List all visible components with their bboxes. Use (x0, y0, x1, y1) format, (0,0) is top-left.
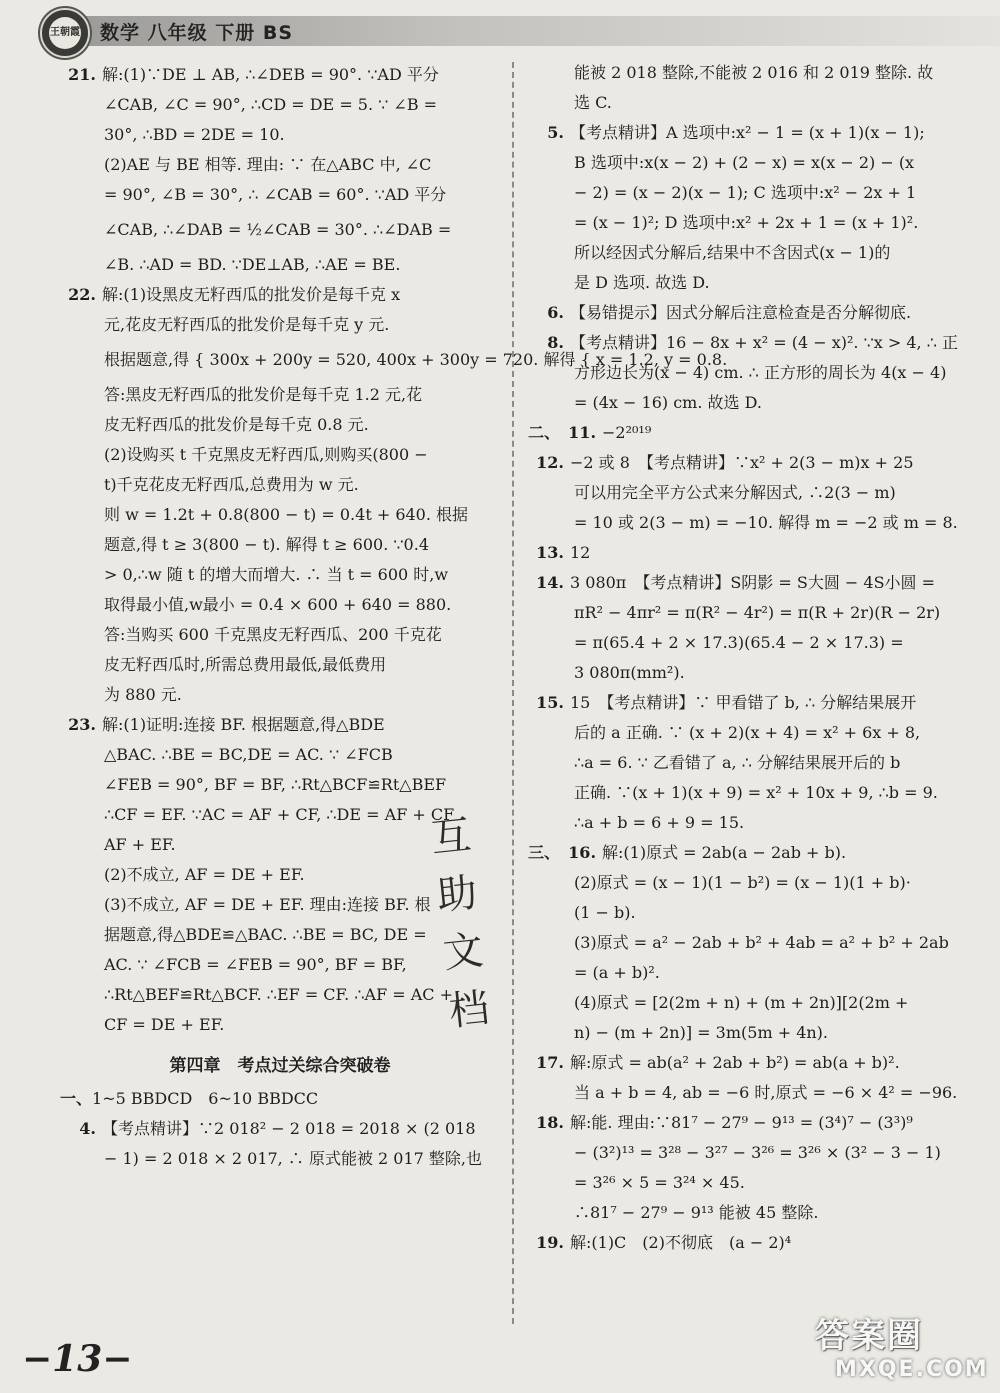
answer-line (60, 380, 500, 410)
question-number: 22. (68, 285, 96, 304)
answer-text: 选 C. (574, 93, 612, 112)
answer-line (60, 1144, 500, 1174)
question-number: 14. (536, 573, 564, 592)
answer-line (528, 358, 973, 388)
answer-line (528, 1138, 973, 1168)
answer-text: (4)原式 = [2(2m + n) + (m + 2n)][2(2m + (574, 993, 909, 1012)
answer-text: 元,花皮无籽西瓜的批发价是每千克 y 元. (104, 315, 390, 334)
answer-line (528, 178, 973, 208)
answer-text: 【考点精讲】16 − 8x + x² = (4 − x)². ∵x > 4, ∴ 正 (570, 333, 958, 352)
answer-text: 解:(1)∵DE ⊥ AB, ∴∠DEB = 90°. ∵AD 平分 (102, 65, 439, 84)
answer-text: ∠FEB = 90°, BF = BF, ∴Rt△BCF≌Rt△BEF (104, 775, 447, 794)
answer-line (528, 508, 973, 538)
answer-text: 能被 2 018 整除,不能被 2 016 和 2 019 整除. 故 (574, 63, 934, 82)
answer-line (528, 748, 973, 778)
answer-line (528, 568, 973, 598)
page-header (0, 0, 1000, 52)
right-column (528, 58, 973, 1258)
answer-line (60, 120, 500, 150)
question-number: 8. (547, 333, 564, 352)
answer-line (528, 1168, 973, 1198)
chapter-title: 第四章 考点过关综合突破卷 (169, 1056, 391, 1076)
answer-line (60, 440, 500, 470)
question-number: 12. (536, 453, 564, 472)
answer-text: 3 080π 【考点精讲】S阴影 = S大圆 − 4S小圆 = (570, 573, 936, 592)
answer-text: (2)设购买 t 千克黑皮无籽西瓜,则购买(800 − (104, 445, 428, 464)
answer-text: ∴81⁷ − 27⁹ − 9¹³ 能被 45 整除. (574, 1203, 819, 1222)
answer-line (528, 718, 973, 748)
handwritten-char: 助 (434, 869, 480, 920)
answer-text: 方形边长为(x − 4) cm. ∴ 正方形的周长为 4(x − 4) (574, 363, 947, 382)
answer-line (528, 448, 973, 478)
section-marker: 二、 (528, 423, 561, 442)
answer-text: 后的 a 正确. ∵ (x + 2)(x + 4) = x² + 6x + 8, (574, 723, 921, 742)
handwritten-char: 互 (428, 812, 474, 863)
answer-text: 取得最小值,w最小 = 0.4 × 600 + 640 = 880. (104, 595, 452, 614)
answer-line (528, 118, 973, 148)
answer-line (528, 418, 973, 448)
answer-line (60, 530, 500, 560)
answer-text: (3)原式 = a² − 2ab + b² + 4ab = a² + b² + 2ab (574, 933, 949, 952)
answer-text: 答:当购买 600 千克黑皮无籽西瓜、200 千克花 (104, 625, 442, 644)
answer-text: 为 880 元. (104, 685, 182, 704)
answer-text: (2)原式 = (x − 1)(1 − b²) = (x − 1)(1 + b)· (574, 873, 911, 892)
answer-text: 15 【考点精讲】∵ 甲看错了 b, ∴ 分解结果展开 (570, 693, 917, 712)
answer-text: = 10 或 2(3 − m) = −10. 解得 m = −2 或 m = 8. (574, 513, 958, 532)
logo-text: 王朝霞 (49, 17, 81, 49)
book-title: 数学 八年级 下册 BS (100, 22, 294, 44)
answer-text: 【易错提示】因式分解后注意检查是否分解彻底. (570, 303, 912, 322)
question-number: 5. (547, 123, 564, 142)
answer-line (60, 770, 500, 800)
answer-line (60, 650, 500, 680)
answer-line (528, 298, 973, 328)
answer-line (60, 470, 500, 500)
answer-text: −2 或 8 【考点精讲】∵x² + 2(3 − m)x + 25 (570, 453, 914, 472)
answer-line (528, 628, 973, 658)
answer-text: △BAC. ∴BE = BC,DE = AC. ∵ ∠FCB (104, 745, 393, 764)
question-number: 18. (536, 1113, 564, 1132)
answer-line (528, 1228, 973, 1258)
answer-line (60, 60, 500, 90)
answer-text: t)千克花皮无籽西瓜,总费用为 w 元. (104, 475, 359, 494)
answer-text: 所以经因式分解后,结果中不含因式(x − 1)的 (574, 243, 891, 262)
answer-line (528, 238, 973, 268)
answer-text: (2)AE 与 BE 相等. 理由: ∵ 在△ABC 中, ∠C (104, 155, 432, 174)
answer-text: 【考点精讲】∵2 018² − 2 018 = 2018 × (2 018 (102, 1119, 476, 1138)
answer-text: 解:(1)设黑皮无籽西瓜的批发价是每千克 x (102, 285, 401, 304)
answer-text: 12 (570, 543, 591, 562)
answer-text: 30°, ∴BD = 2DE = 10. (104, 125, 285, 144)
answer-text: 3 080π(mm²). (574, 663, 685, 682)
answer-line (60, 280, 500, 310)
answer-line (528, 958, 973, 988)
question-number: 13. (536, 543, 564, 562)
answer-text: 解:(1)C (2)不彻底 (a − 2)⁴ (570, 1233, 792, 1252)
question-number: 21. (68, 65, 96, 84)
publisher-logo (40, 8, 90, 58)
answer-line (60, 340, 728, 380)
answer-line (528, 868, 973, 898)
answer-text: (1 − b). (574, 903, 636, 922)
answer-text: 正确. ∵(x + 1)(x + 9) = x² + 10x + 9, ∴b = 9. (574, 783, 938, 802)
answer-text: (3)不成立, AF = DE + EF. 理由:连接 BF. 根 (104, 895, 431, 914)
handwritten-char: 文 (440, 927, 486, 978)
answer-line (60, 90, 500, 120)
answer-text: 1~5 BBDCD 6~10 BBDCC (92, 1089, 319, 1108)
answer-line (60, 740, 500, 770)
answer-line (60, 1114, 500, 1144)
answer-text: AC. ∵ ∠FCB = ∠FEB = 90°, BF = BF, (104, 955, 407, 974)
answer-line (60, 150, 500, 180)
answer-line (60, 890, 500, 920)
answer-text: 则 w = 1.2t + 0.8(800 − t) = 0.4t + 640. 根据 (104, 505, 469, 524)
answer-text: ∠CAB, ∠C = 90°, ∴CD = DE = 5. ∵ ∠B = (104, 95, 438, 114)
answer-text: 根据题意,得 { 300x + 200y = 520, 400x + 300y = 720. 解得 { x = 1.2, y = 0.8. (104, 350, 728, 369)
watermark-sub: MXQE.COM (835, 1357, 989, 1382)
answer-line (60, 1084, 500, 1114)
answer-text: − 1) = 2 018 × 2 017, ∴ 原式能被 2 017 整除,也 (104, 1149, 483, 1168)
answer-line (60, 250, 500, 280)
answer-line (528, 658, 973, 688)
answer-line (528, 1078, 973, 1108)
question-number: 6. (547, 303, 564, 322)
answer-line (60, 980, 500, 1010)
question-number: 15. (536, 693, 564, 712)
watermark (815, 1308, 991, 1388)
answer-line (528, 1108, 973, 1138)
question-number: 23. (68, 715, 96, 734)
answer-line (60, 310, 500, 340)
answer-line (528, 388, 973, 418)
answer-text: CF = DE + EF. (104, 1015, 225, 1034)
handwritten-char: 档 (446, 985, 492, 1036)
answer-text: −2²⁰¹⁹ (602, 423, 652, 442)
answer-line (528, 838, 973, 868)
section-marker: 一、 (60, 1089, 93, 1108)
answer-text: 解:能. 理由:∵81⁷ − 27⁹ − 9¹³ = (3⁴)⁷ − (3³)⁹ (570, 1113, 913, 1132)
answer-text: 解:(1)原式 = 2ab(a − 2ab + b). (602, 843, 847, 862)
answer-text: 【考点精讲】A 选项中:x² − 1 = (x + 1)(x − 1); (570, 123, 925, 142)
answer-text: πR² − 4πr² = π(R² − 4r²) = π(R + 2r)(R − 2r) (574, 603, 941, 622)
answer-text: − (3²)¹³ = 3²⁸ − 3²⁷ − 3²⁶ = 3²⁶ × (3² − 3 − 1) (574, 1143, 941, 1162)
answer-text: = 3²⁶ × 5 = 3²⁴ × 45. (574, 1173, 745, 1192)
answer-text: = π(65.4 + 2 × 17.3)(65.4 − 2 × 17.3) = (574, 633, 904, 652)
answer-line (60, 680, 500, 710)
answer-text: ∴a = 6. ∵ 乙看错了 a, ∴ 分解结果展开后的 b (574, 753, 901, 772)
answer-text: 解:原式 = ab(a² + 2ab + b²) = ab(a + b)². (570, 1053, 900, 1072)
answer-text: 解:(1)证明:连接 BF. 根据题意,得△BDE (102, 715, 385, 734)
question-number: 11. (568, 423, 597, 442)
answer-text: n) − (m + 2n)] = 3m(5m + 4n). (574, 1023, 828, 1042)
answer-text: 当 a + b = 4, ab = −6 时,原式 = −6 × 4² = −96. (574, 1083, 958, 1102)
answer-line (528, 928, 973, 958)
answer-line (528, 688, 973, 718)
answer-line (528, 1048, 973, 1078)
answer-text: 皮无籽西瓜时,所需总费用最低,最低费用 (104, 655, 387, 674)
section-marker: 三、 (528, 843, 561, 862)
answer-text: ∴CF = EF. ∵AC = AF + CF, ∴DE = AF + CF (104, 805, 455, 824)
answer-line (528, 598, 973, 628)
answer-text: B 选项中:x(x − 2) + (2 − x) = x(x − 2) − (x (574, 153, 915, 172)
answer-line (528, 328, 973, 358)
answer-line (528, 478, 973, 508)
answer-line (528, 988, 973, 1018)
answer-line (528, 898, 973, 928)
answer-line (528, 268, 973, 298)
answer-line (60, 180, 500, 210)
answer-text: − 2) = (x − 2)(x − 1); C 选项中:x² − 2x + 1 (574, 183, 917, 202)
answer-line (60, 410, 500, 440)
answer-text: ∴Rt△BEF≌Rt△BCF. ∴EF = CF. ∴AF = AC + (104, 985, 454, 1004)
answer-line (60, 920, 500, 950)
answer-text: 可以用完全平方公式来分解因式, ∴2(3 − m) (574, 483, 896, 502)
answer-line (60, 590, 500, 620)
answer-text: > 0,∴w 随 t 的增大而增大. ∴ 当 t = 600 时,w (104, 565, 449, 584)
answer-line (528, 1198, 973, 1228)
question-number: 4. (79, 1119, 96, 1138)
answer-text: 皮无籽西瓜的批发价是每千克 0.8 元. (104, 415, 369, 434)
answer-text: 是 D 选项. 故选 D. (574, 273, 710, 292)
answer-text: ∴a + b = 6 + 9 = 15. (574, 813, 745, 832)
answer-text: 题意,得 t ≥ 3(800 − t). 解得 t ≥ 600. ∵0.4 (104, 535, 429, 554)
answer-text: 据题意,得△BDE≌△BAC. ∴BE = BC, DE = (104, 925, 427, 944)
answer-line (60, 620, 500, 650)
answer-line (528, 88, 973, 118)
answer-text: ∠B. ∴AD = BD. ∵DE⊥AB, ∴AE = BE. (104, 255, 401, 274)
watermark-main: 答案圈 (815, 1316, 923, 1356)
answer-line (60, 560, 500, 590)
answer-line (60, 950, 500, 980)
answer-line (60, 500, 500, 530)
answer-text: 答:黑皮无籽西瓜的批发价是每千克 1.2 元,花 (104, 385, 423, 404)
page-number: −13− (22, 1338, 133, 1380)
answer-line (528, 58, 973, 88)
answer-text: (2)不成立, AF = DE + EF. (104, 865, 305, 884)
answer-text: ∠CAB, ∴∠DAB = ½∠CAB = 30°. ∴∠DAB = (104, 220, 452, 239)
answer-line (60, 1010, 500, 1040)
column-divider (512, 62, 514, 1324)
answer-line (528, 148, 973, 178)
answer-text: AF + EF. (104, 835, 176, 854)
answer-line (60, 710, 500, 740)
answer-text: = (a + b)². (574, 963, 660, 982)
question-number: 16. (568, 843, 597, 862)
answer-line (528, 778, 973, 808)
answer-text: = (4x − 16) cm. 故选 D. (574, 393, 762, 412)
answer-line (528, 208, 973, 238)
answer-line (528, 538, 973, 568)
question-number: 17. (536, 1053, 564, 1072)
answer-line (528, 1018, 973, 1048)
answer-text: = 90°, ∠B = 30°, ∴ ∠CAB = 60°. ∵AD 平分 (104, 185, 447, 204)
answer-text: = (x − 1)²; D 选项中:x² + 2x + 1 = (x + 1)². (574, 213, 919, 232)
answer-line (60, 210, 500, 250)
question-number: 19. (536, 1233, 564, 1252)
answer-line (528, 808, 973, 838)
